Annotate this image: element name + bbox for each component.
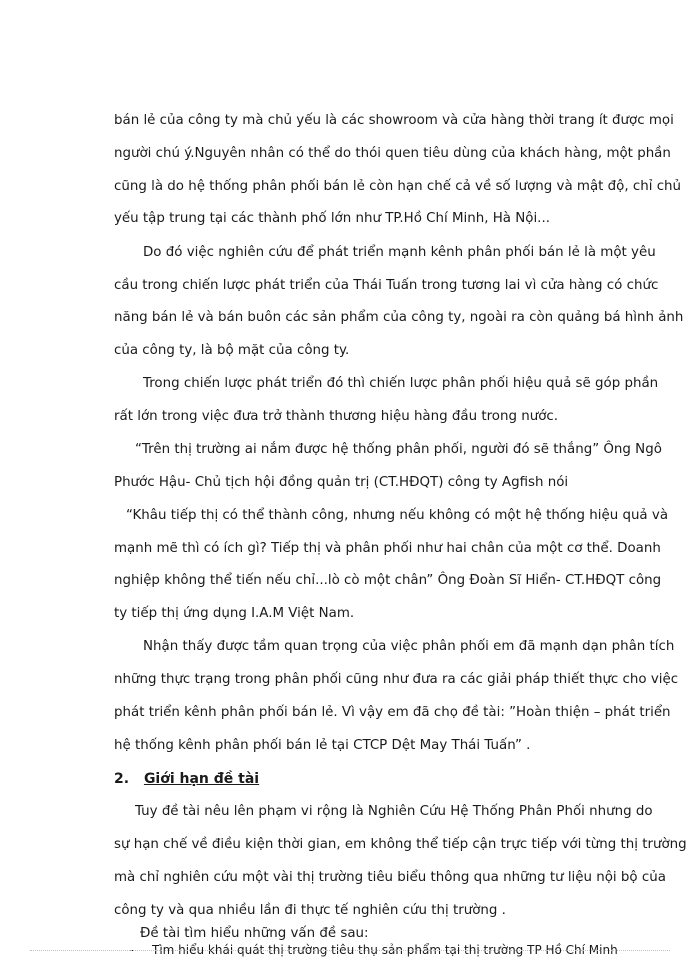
text-line: của công ty, là bộ mặt của công ty. — [114, 343, 350, 358]
section-number: 2. — [114, 771, 130, 787]
text-line: Phước Hậu- Chủ tịch hội đồng quản trị (CT.HĐQT) công ty Agfish nói — [114, 475, 569, 490]
text-line: công ty và qua nhiều lần đi thực tế nghiên cứu thị trường . — [114, 903, 506, 918]
page-bottom-rule — [30, 950, 670, 951]
text-line: sự hạn chế về điều kiện thời gian, em không thể tiếp cận trực tiếp với từng thị trường — [114, 837, 687, 852]
text-line: rất lớn trong việc đưa trở thành thương hiệu hàng đầu trong nước. — [114, 409, 559, 424]
bullet-item: Tìm hiểu khái quát thị trường tiêu thụ sản phẩm tại thị trường TP Hồ Chí Minh — [152, 943, 618, 957]
text-line: Tuy đề tài nêu lên phạm vi rộng là Nghiên Cứu Hệ Thống Phân Phối nhưng do — [135, 804, 653, 819]
text-line: cũng là do hệ thống phân phối bán lẻ còn hạn chế cả về số lượng và mật độ, chỉ chủ — [114, 179, 682, 194]
text-line: Trong chiến lược phát triển đó thì chiến lược phân phối hiệu quả sẽ góp phần — [143, 376, 659, 391]
text-line: Đề tài tìm hiểu những vấn đề sau: — [140, 926, 369, 941]
text-line: hệ thống kênh phân phối bán lẻ tại CTCP Dệt May Thái Tuấn” . — [114, 738, 531, 753]
text-line: ty tiếp thị ứng dụng I.A.M Việt Nam. — [114, 606, 355, 621]
bullet-marker: - — [130, 943, 135, 957]
text-line: nghiệp không thể tiến nếu chỉ...lò cò một chân” Ông Đoàn Sĩ Hiển- CT.HĐQT công — [114, 573, 662, 588]
text-line: mạnh mẽ thì có ích gì? Tiếp thị và phân phối như hai chân của một cơ thể. Doanh — [114, 541, 661, 556]
text-line: bán lẻ của công ty mà chủ yếu là các showroom và cửa hàng thời trang ít được mọi — [114, 113, 674, 128]
text-line: “Khâu tiếp thị có thể thành công, nhưng nếu không có một hệ thống hiệu quả và — [126, 508, 669, 523]
text-line: người chú ý.Nguyên nhân có thể do thói quen tiêu dùng của khách hàng, một phần — [114, 146, 671, 161]
text-line: Do đó việc nghiên cứu để phát triển mạnh kênh phân phối bán lẻ là một yêu — [143, 245, 656, 260]
text-line: cầu trong chiến lược phát triển của Thái Tuấn trong tương lai vì cửa hàng có chức — [114, 278, 659, 293]
text-line: Nhận thấy được tầm quan trọng của việc phân phối em đã mạnh dạn phân tích — [143, 639, 675, 654]
text-line: “Trên thị trường ai nắm được hệ thống phân phối, người đó sẽ thắng” Ông Ngô — [135, 442, 662, 457]
text-line: năng bán lẻ và bán buôn các sản phẩm của công ty, ngoài ra còn quảng bá hình ảnh — [114, 310, 684, 325]
text-line: yếu tập trung tại các thành phố lớn như TP.Hồ Chí Minh, Hà Nội... — [114, 211, 550, 226]
section-heading — [114, 770, 259, 788]
text-line: những thực trạng trong phân phối cũng như đưa ra các giải pháp thiết thực cho việc — [114, 672, 679, 687]
text-line: mà chỉ nghiên cứu một vài thị trường tiêu biểu thông qua những tư liệu nội bộ của — [114, 870, 666, 885]
text-line: phát triển kênh phân phối bán lẻ. Vì vậy em đã chọ đề tài: ”Hoàn thiện – phát triển — [114, 705, 671, 720]
section-title: Giới hạn đề tài — [143, 771, 260, 787]
